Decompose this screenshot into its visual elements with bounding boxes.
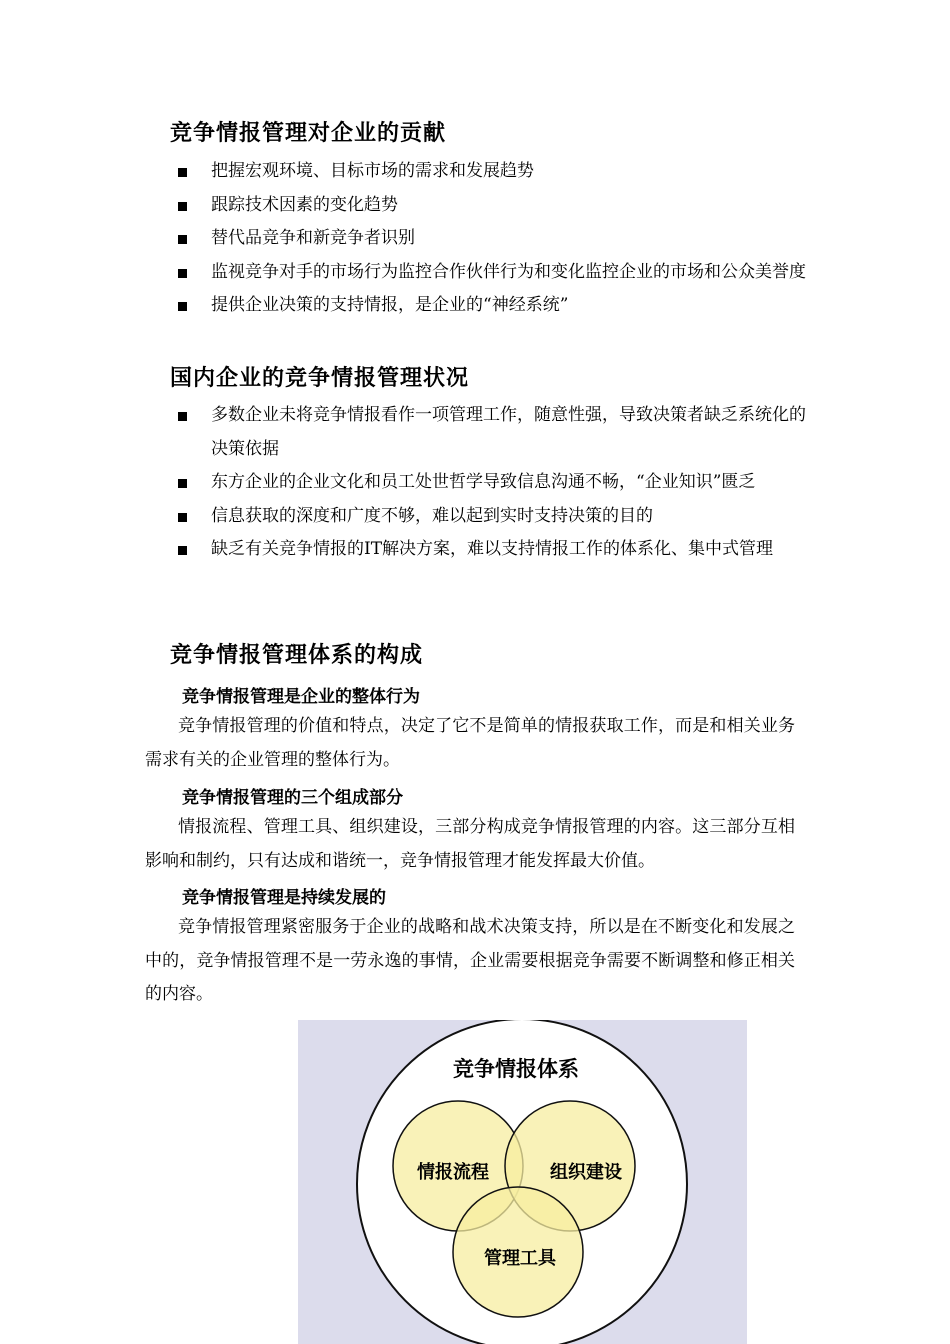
bullet-square-icon bbox=[178, 302, 187, 311]
bullet-square-icon bbox=[178, 513, 187, 522]
bullet-square-icon bbox=[178, 235, 187, 244]
subsection-title-three-parts: 竞争情报管理的三个组成部分 bbox=[182, 788, 403, 808]
bullet-square-icon bbox=[178, 412, 187, 421]
section-heading-domestic-status: 国内企业的竞争情报管理状况 bbox=[170, 365, 470, 391]
list-item: 多数企业未将竞争情报看作一项管理工作，随意性强，导致决策者缺乏系统化的决策依据 bbox=[178, 399, 810, 466]
list-item: 跟踪技术因素的变化趋势 bbox=[178, 189, 810, 223]
list-item: 东方企业的企业文化和员工处世哲学导致信息沟通不畅，“企业知识”匮乏 bbox=[178, 466, 810, 500]
venn-label-tools: 管理工具 bbox=[484, 1248, 556, 1269]
venn-label-process: 情报流程 bbox=[417, 1162, 489, 1183]
venn-diagram bbox=[298, 1020, 747, 1344]
section-heading-system-composition: 竞争情报管理体系的构成 bbox=[170, 642, 424, 668]
subsection-body-overall-behavior: 竞争情报管理的价值和特点，决定了它不是简单的情报获取工作，而是和相关业务需求有关的企业管理的整体行为。 bbox=[145, 716, 795, 770]
bullet-square-icon bbox=[178, 546, 187, 555]
subsection-title-continuous-development: 竞争情报管理是持续发展的 bbox=[182, 888, 386, 908]
list-item: 监视竞争对手的市场行为监控合作伙伴行为和变化监控企业的市场和公众美誉度 bbox=[178, 256, 810, 290]
bullet-square-icon bbox=[178, 269, 187, 278]
outer-system-label: 竞争情报体系 bbox=[453, 1057, 579, 1081]
list-item: 缺乏有关竞争情报的IT解决方案，难以支持情报工作的体系化、集中式管理 bbox=[178, 533, 810, 567]
domestic-status-bullet-list bbox=[178, 399, 810, 567]
list-item: 替代品竞争和新竞争者识别 bbox=[178, 222, 810, 256]
bullet-square-icon bbox=[178, 202, 187, 211]
bullet-square-icon bbox=[178, 168, 187, 177]
venn-label-organization: 组织建设 bbox=[550, 1162, 622, 1183]
list-item: 把握宏观环境、目标市场的需求和发展趋势 bbox=[178, 155, 810, 189]
section-heading-contribution: 竞争情报管理对企业的贡献 bbox=[170, 120, 447, 146]
bullet-square-icon bbox=[178, 479, 187, 488]
subsection-body-three-parts: 情报流程、管理工具、组织建设，三部分构成竞争情报管理的内容。这三部分互相影响和制约，只有达成和谐统一，竞争情报管理才能发挥最大价值。 bbox=[145, 817, 795, 871]
subsection-body-continuous-development: 竞争情报管理紧密服务于企业的战略和战术决策支持，所以是在不断变化和发展之中的，竞争情报管理不是一劳永逸的事情，企业需要根据竞争需要不断调整和修正相关的内容。 bbox=[145, 917, 795, 1004]
contribution-bullet-list bbox=[178, 155, 810, 323]
list-item: 提供企业决策的支持情报，是企业的“神经系统” bbox=[178, 289, 810, 323]
subsection-title-overall-behavior: 竞争情报管理是企业的整体行为 bbox=[182, 687, 420, 707]
list-item: 信息获取的深度和广度不够，难以起到实时支持决策的目的 bbox=[178, 500, 810, 534]
venn-diagram-figure bbox=[298, 1020, 747, 1344]
